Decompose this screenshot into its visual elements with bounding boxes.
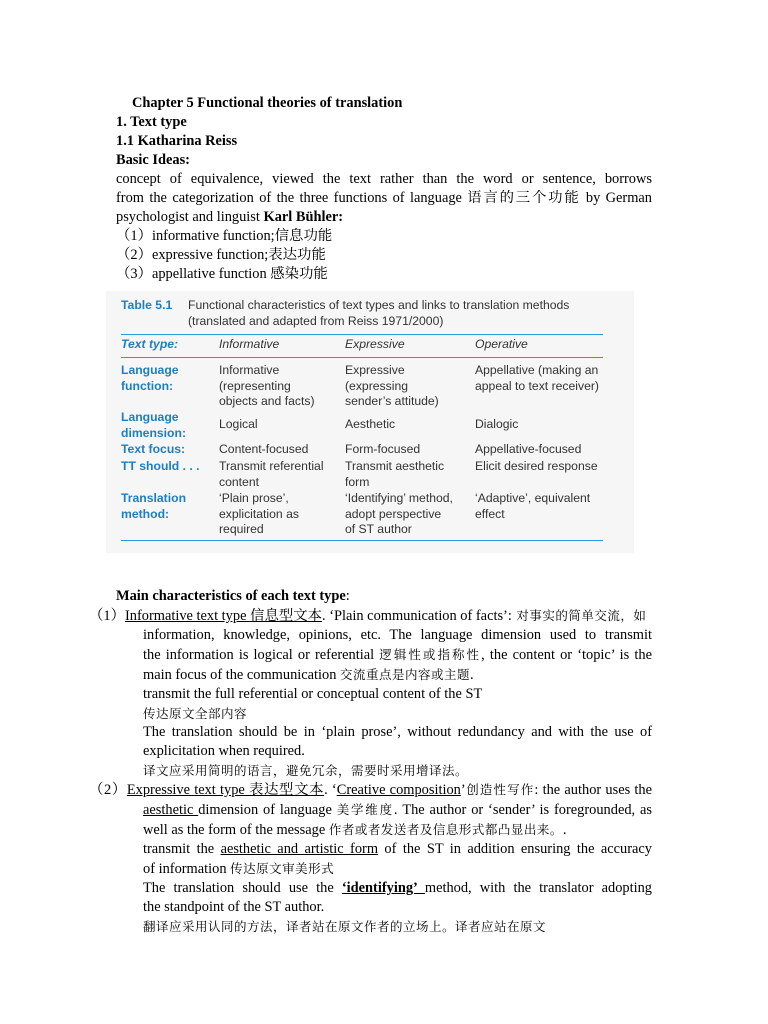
- expressive-line-7: the standpoint of the ST author.: [143, 899, 325, 915]
- function-item-informative: （1）informative function;信息功能: [116, 228, 333, 244]
- table-cell: ‘Plain prose’, explicitation as required: [219, 491, 299, 536]
- table-header-rule: [121, 357, 603, 358]
- table-row-label: Language dimension:: [121, 410, 187, 440]
- chapter-title: Chapter 5 Functional theories of translation: [132, 95, 403, 111]
- intro-line-1: concept of equivalence, viewed the text rather than the word or sentence, borrows: [116, 171, 652, 187]
- table-cell: Aesthetic: [345, 417, 396, 431]
- table-bottom-rule: [121, 540, 603, 541]
- basic-ideas-label: Basic Ideas:: [116, 152, 190, 168]
- informative-line-3: the information is logical or referential 逻辑性或指称性, the content or ‘topic’ is the: [143, 647, 652, 663]
- table-header-cell: Expressive: [345, 337, 405, 351]
- main-characteristics-title: Main characteristics of each text type:: [116, 588, 350, 604]
- expressive-line-5: of information 传达原文审美形式: [143, 861, 335, 877]
- table-caption-label: Table 5.1: [121, 298, 173, 312]
- informative-line-4: main focus of the communication 交流重点是内容或主题.: [143, 667, 474, 683]
- function-item-expressive: （2）expressive function;表达功能: [116, 247, 326, 263]
- expressive-line-8: 翻译应采用认同的方法，译者站在原文作者的立场上。译者应站在原文: [143, 919, 547, 934]
- subsection-heading: 1.1 Katharina Reiss: [116, 133, 238, 149]
- table-cell: Informative (representing objects and facts): [219, 363, 315, 408]
- table-header-cell: Text type:: [121, 337, 179, 351]
- informative-line-6: 传达原文全部内容: [143, 706, 248, 721]
- table-cell: Appellative (making an appeal to text receiver): [475, 363, 599, 393]
- expressive-line-3: well as the form of the message 作者或者发送者及信息形式都凸显出来。.: [143, 822, 567, 838]
- informative-line-9: 译文应采用简明的语言，避免冗余，需要时采用增译法。: [143, 763, 469, 778]
- table-caption-line-1: Functional characteristics of text types and links to translation methods: [188, 298, 570, 312]
- intro-line-2: from the categorization of the three functions of language 语言的三个功能 by German: [116, 190, 652, 206]
- table-row-label: TT should . . .: [121, 459, 200, 473]
- table-cell: ‘Identifying’ method, adopt perspective of ST author: [345, 491, 453, 536]
- table-header-cell: Operative: [475, 337, 528, 351]
- table-cell: Form-focused: [345, 442, 421, 456]
- table-caption-line-2: (translated and adapted from Reiss 1971/2000): [188, 314, 444, 328]
- informative-line-7: The translation should be in ‘plain prose’, without redundancy and with the use of: [143, 724, 652, 740]
- table-caption: [121, 297, 570, 328]
- table-cell: Expressive (expressing sender’s attitude): [345, 363, 439, 408]
- table-cell: Transmit referential content: [219, 459, 324, 489]
- table-top-rule: [121, 334, 603, 335]
- table-row-label: Language function:: [121, 363, 179, 393]
- table-cell: Appellative-focused: [475, 442, 582, 456]
- expressive-line-2: aesthetic dimension of language 美学维度. The author or ‘sender’ is foregrounded, as: [143, 802, 652, 818]
- expressive-item: （2）Expressive text type 表达型文本. ‘Creative composition’创造性写作: the author uses the: [89, 782, 652, 798]
- table-5-1: [106, 291, 634, 553]
- table-cell: Content-focused: [219, 442, 309, 456]
- informative-line-2: information, knowledge, opinions, etc. The language dimension used to transmit: [143, 627, 652, 643]
- informative-item: （1）Informative text type 信息型文本. ‘Plain communication of facts’: 对事实的简单交流，如: [89, 608, 647, 624]
- table-cell: Transmit aesthetic form: [345, 459, 445, 489]
- table-row-label: Translation method:: [121, 491, 187, 521]
- informative-line-5: transmit the full referential or conceptual content of the ST: [143, 686, 483, 702]
- table-cell: Elicit desired response: [475, 459, 598, 473]
- table-cell: Logical: [219, 417, 258, 431]
- document-body: [116, 94, 652, 284]
- section-heading: 1. Text type: [116, 114, 187, 130]
- expressive-line-4: transmit the aesthetic and artistic form of the ST in addition ensuring the accuracy: [143, 841, 652, 857]
- table-header-cell: Informative: [219, 337, 280, 351]
- informative-line-8: explicitation when required.: [143, 743, 305, 759]
- intro-line-3: psychologist and linguist Karl Bühler:: [116, 209, 344, 225]
- table-cell: ‘Adaptive’, equivalent effect: [475, 491, 591, 521]
- main-characteristics: [89, 587, 653, 936]
- table-cell: Dialogic: [475, 417, 519, 431]
- table-row-label: Text focus:: [121, 442, 186, 456]
- function-item-appellative: （3）appellative function 感染功能: [116, 266, 328, 282]
- expressive-line-6: The translation should use the ‘identifying’ method, with the translator adopting: [143, 880, 653, 896]
